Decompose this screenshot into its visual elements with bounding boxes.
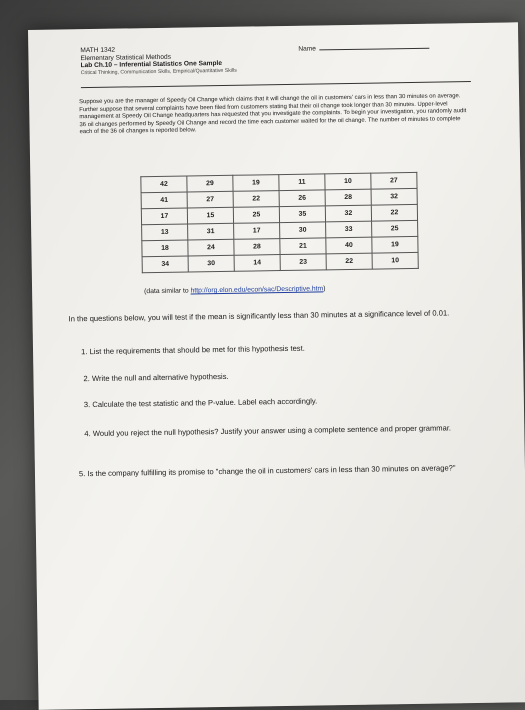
table-cell: 17 — [234, 223, 280, 240]
table-cell: 40 — [326, 237, 372, 254]
question-2 — [83, 368, 483, 385]
question-5 — [79, 463, 499, 480]
question-number: 1. — [80, 347, 88, 357]
question-3 — [84, 394, 484, 411]
source-prefix: (data similar to — [144, 287, 191, 296]
question-text: Write the null and alternative hypothesis. — [91, 371, 229, 384]
question-text: Is the company fulfilling its promise to "change the oil in customers' cars in less than 30 minutes on average?" — [87, 463, 456, 479]
table-cell: 19 — [372, 236, 418, 253]
problem-intro: Suppose you are the manager of Speedy Oil Change which claims that it will change the oil in customers' cars in less than 30 minutes on average. Further suppose that several complaints have been filed from customers stating that their oil change took longer than 30 minutes. Upper-level management at Speedy Oil Change headquarters has requested that you investigate the complaints. To begin your investigation, you randomly audit 36 oil changes performed by Speedy Oil Change and record the time each customer waited for the oil change. The number of minutes to complete each of the 36 oil changes is reported below. — [79, 93, 467, 136]
course-subtitle: Elementary Statistical Methods — [80, 53, 172, 62]
question-number: 5. — [78, 469, 86, 479]
name-label: Name — [298, 45, 316, 53]
question-number: 4. — [84, 429, 91, 439]
course-code: MATH 1342 — [80, 46, 116, 55]
source-link[interactable]: http://org.elon.edu/econ/sac/Descriptive.htm — [190, 285, 324, 295]
table-cell: 11 — [279, 174, 325, 191]
question-text: List the requirements that should be met for this hypothesis test. — [89, 343, 305, 357]
table-cell: 13 — [142, 224, 188, 241]
table-cell: 30 — [188, 255, 234, 272]
table-cell: 25 — [233, 207, 279, 224]
table-cell: 28 — [234, 239, 280, 256]
questions-intro: In the questions below, you will test if the mean is significantly less than 30 minutes at a significance level of 0.01. — [68, 308, 450, 324]
table-cell: 10 — [372, 252, 418, 269]
table-cell: 31 — [188, 223, 234, 240]
table-cell: 35 — [279, 206, 325, 223]
table-cell: 32 — [325, 205, 371, 222]
oil-change-times-table — [140, 172, 418, 273]
question-1 — [81, 341, 481, 358]
question-number: 2. — [83, 374, 90, 384]
table-cell: 26 — [279, 190, 325, 207]
table-cell: 27 — [371, 172, 417, 189]
table-cell: 30 — [280, 222, 326, 239]
table-cell: 25 — [372, 220, 418, 237]
table-cell: 34 — [142, 256, 188, 273]
question-4 — [84, 423, 494, 440]
table-cell: 33 — [326, 221, 372, 238]
table-row — [142, 252, 418, 272]
table-cell: 15 — [187, 207, 233, 224]
question-text: Would you reject the null hypothesis? Justify your answer using a complete sentence and proper grammar. — [92, 423, 452, 439]
table-cell: 10 — [325, 173, 371, 190]
table-cell: 32 — [371, 188, 417, 205]
table-cell: 28 — [325, 189, 371, 206]
worksheet-header — [80, 45, 237, 78]
table-cell: 29 — [187, 175, 233, 192]
table-cell: 41 — [141, 192, 187, 209]
table-cell: 18 — [142, 240, 188, 257]
worksheet-paper — [28, 22, 525, 710]
table-cell: 19 — [233, 175, 279, 192]
table-cell: 17 — [141, 208, 187, 225]
table-cell: 21 — [280, 238, 326, 255]
table-cell: 22 — [233, 191, 279, 208]
question-number: 3. — [83, 400, 91, 410]
header-divider — [81, 81, 471, 88]
name-field — [298, 42, 429, 53]
table-cell: 14 — [234, 255, 280, 272]
table-cell: 22 — [371, 204, 417, 221]
table-cell: 23 — [280, 254, 326, 271]
question-text: Calculate the test statistic and the P-value. Label each accordingly. — [92, 396, 318, 410]
source-suffix: ) — [323, 285, 326, 293]
name-blank-line — [319, 42, 429, 51]
skills-line: Critical Thinking, Communication Skills, Empirical/Quantitative Skills — [80, 67, 237, 76]
data-source-note — [144, 285, 325, 295]
table-cell: 42 — [141, 176, 187, 193]
table-cell: 22 — [326, 253, 372, 270]
lab-title: Lab Ch.10 – Inferential Statistics One Sample — [80, 60, 223, 70]
table-cell: 24 — [188, 239, 234, 256]
table-cell: 27 — [187, 191, 233, 208]
